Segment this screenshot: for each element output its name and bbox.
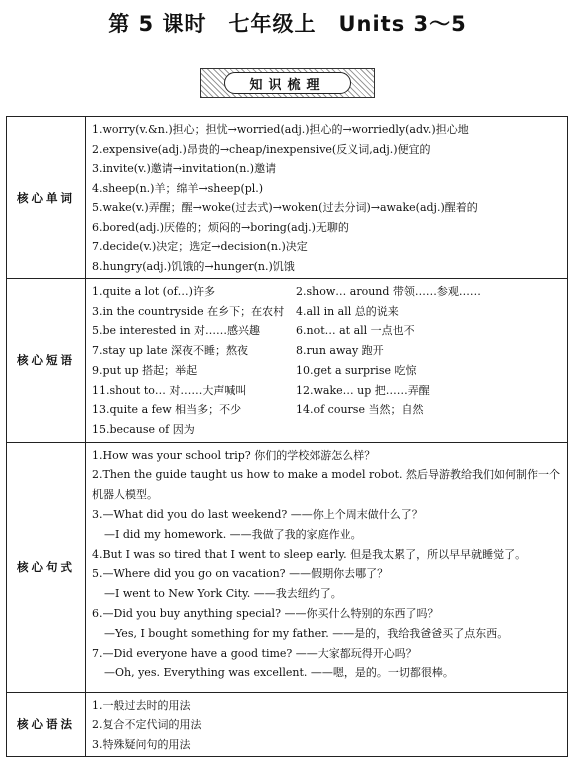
phrase-item: 5.be interested in 对……感兴趣 — [92, 324, 261, 338]
phrase-item: 12.wake… up 把……弄醒 — [296, 383, 430, 397]
sentence-item: 1.How was your school trip? 你们的学校郊游怎么样？ — [92, 448, 376, 462]
phrase-item: 11.shout to… 对……大声喊叫 — [92, 383, 247, 397]
grammar-row — [7, 692, 568, 757]
vocab-item: 2.expensive(adj.)昂贵的→cheap/inexpensive(反义词,adj.)便宜的 — [92, 142, 431, 156]
sentence-item: 2.Then the guide taught us how to make a model robot. 然后导游教给我们如何制作一个机器人模型。 — [92, 468, 560, 502]
vocab-item: 3.invite(v.)邀请→invitation(n.)邀请 — [92, 162, 277, 175]
phrase-item: 4.all in all 总的说来 — [296, 304, 399, 318]
phrase-item: 9.put up 搭起；举起 — [92, 363, 198, 377]
vocab-row — [7, 117, 568, 279]
vocab-item: 7.decide(v.)决定；选定→decision(n.)决定 — [92, 240, 308, 253]
vocab-content — [86, 117, 568, 279]
phrases-content — [86, 279, 568, 443]
sentence-reply: —I went to New York City. ——我去纽约了。 — [104, 587, 342, 601]
sentence-item: 4.But I was so tired that I went to sleep early. 但是我太累了，所以早早就睡觉了。 — [92, 547, 527, 561]
phrase-item: 7.stay up late 深夜不睡；熬夜 — [92, 344, 248, 358]
sentence-item: 7.—Did everyone have a good time? ——大家都玩得开心吗？ — [92, 646, 417, 660]
phrases-row — [7, 279, 568, 443]
sentence-item: 6.—Did you buy anything special? ——你买什么特别的东西了吗？ — [92, 607, 439, 620]
phrase-item: 1.quite a lot (of…)许多 — [92, 285, 215, 298]
sentence-reply: —Yes, I bought something for my father. ——是的，我给我爸爸买了点东西。 — [104, 626, 509, 640]
vocab-item: 6.bored(adj.)厌倦的；烦闷的→boring(adj.)无聊的 — [92, 220, 349, 234]
vocab-item: 1.worry(v.&n.)担心；担忧→worried(adj.)担心的→worriedly(adv.)担心地 — [92, 123, 469, 136]
banner-label: 知识梳理 — [224, 72, 351, 94]
phrase-item: 13.quite a few 相当多；不少 — [92, 403, 242, 417]
phrases-label: 核心短语 — [7, 279, 86, 443]
grammar-item: 3.特殊疑问句的用法 — [92, 737, 191, 751]
knowledge-table — [6, 116, 568, 757]
sentence-item: 5.—Where did you go on vacation? ——假期你去哪了？ — [92, 567, 389, 581]
page-title: 第 5 课时 七年级上 Units 3～5 — [108, 12, 467, 36]
grammar-item: 1.一般过去时的用法 — [92, 698, 191, 712]
phrase-item: 15.because of 因为 — [92, 422, 195, 436]
grammar-item: 2.复合不定代词的用法 — [92, 718, 202, 732]
sentence-reply: —Oh, yes. Everything was excellent. ——嗯，是的。一切都很棒。 — [104, 666, 454, 680]
phrase-item: 2.show… around 带领……参观…… — [296, 285, 481, 298]
grammar-label: 核心语法 — [7, 692, 86, 757]
vocab-item: 8.hungry(adj.)饥饿的→hunger(n.)饥饿 — [92, 259, 295, 273]
grammar-content — [86, 692, 568, 757]
phrase-item: 3.in the countryside 在乡下；在农村 — [92, 304, 285, 318]
phrase-item: 8.run away 跑开 — [296, 344, 384, 358]
phrase-item: 14.of course 当然；自然 — [296, 403, 424, 417]
section-banner — [200, 68, 375, 98]
vocab-label: 核心单词 — [7, 117, 86, 279]
sentence-item: 3.—What did you do last weekend? ——你上个周末做什么了？ — [92, 508, 423, 522]
sentences-row — [7, 442, 568, 692]
vocab-item: 5.wake(v.)弄醒；醒→woke(过去式)→woken(过去分词)→awake(adj.)醒着的 — [92, 201, 478, 214]
sentence-reply: —I did my homework. ——我做了我的家庭作业。 — [104, 527, 362, 541]
phrase-item: 6.not… at all 一点也不 — [296, 324, 415, 338]
phrase-item: 10.get a surprise 吃惊 — [296, 363, 417, 377]
sentences-content — [86, 442, 568, 692]
sentences-label: 核心句式 — [7, 442, 86, 692]
vocab-item: 4.sheep(n.)羊；绵羊→sheep(pl.) — [92, 181, 264, 195]
